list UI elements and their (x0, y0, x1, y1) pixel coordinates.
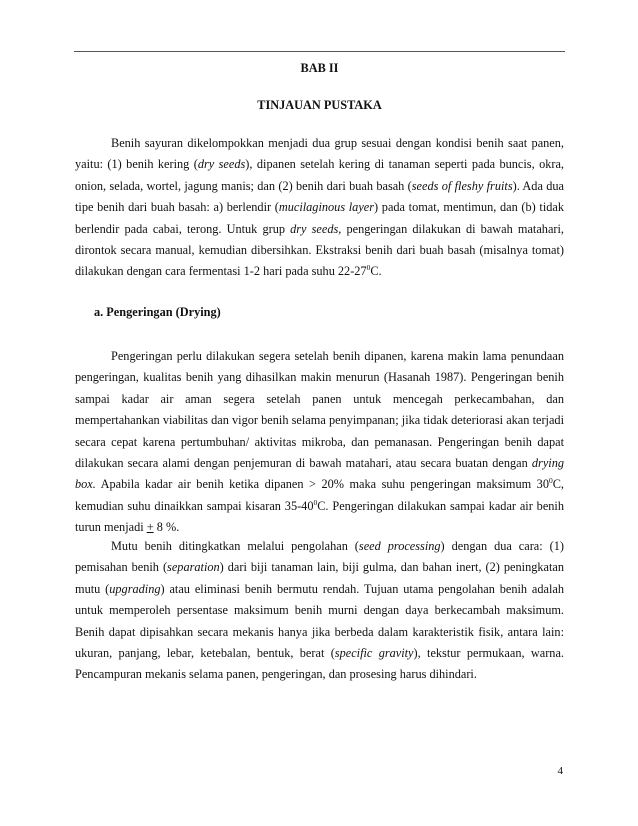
text-run: Pengeringan perlu dilakukan segera setelah benih dipanen, karena makin lama penundaan pengeringan, kualitas benih yang dihasilkan makin menurun (Hasanah 1987). Pengeringan benih sampai kadar air aman segera setelah panen untuk mencegah perkecambahan, dan mempertahankan viabilitas dan vigor benih selama penyimpanan; jika tidak deteriorasi akan terjadi secara cepat karena pertumbuhan/ aktivitas mikroba, dan pemanasan. Pengeringan benih dapat dilakukan secara alami dengan penjemuran di bawah matahari, atau secara buatan dengan (75, 349, 564, 471)
chapter-title: TINJAUAN PUSTAKA (257, 98, 382, 112)
text-run: C, kemudian suhu dinaikkan sampai kisaran 35-40 (75, 477, 564, 513)
text-run: ) atau eliminasi benih bermutu rendah. Tujuan utama pengolahan benih adalah untuk memperoleh persentase maksimum benih murni dengan daya berkecambah maksimum. Benih dapat dipisahkan secara mekanis hanya jika berbeda dalam karakteristik fisik, antara lain: ukuran, panjang, lebar, ketebalan, bentuk, berat ( (75, 581, 564, 661)
text-run: 8 %. (153, 520, 180, 535)
page-number: 4 (557, 765, 563, 777)
text-run: Mutu benih ditingkatkan melalui pengolahan ( (111, 539, 359, 553)
text-run: ) dari biji tanaman lain, biji gulma, dan bahan inert, (2) peningkatan mutu ( (75, 560, 564, 596)
top-rule (74, 51, 565, 52)
superscript: 0 (548, 476, 553, 486)
text-run: ). Ada dua tipe benih dari buah basah: a) berlendir ( (75, 178, 564, 215)
italic-term: upgrading (109, 581, 161, 596)
paragraph-drying (75, 346, 564, 539)
underlined-symbol: + (146, 520, 154, 535)
paragraph-processing (75, 536, 564, 686)
paragraph-intro (75, 133, 564, 283)
chapter-number: BAB II (300, 61, 339, 75)
text-run: Apabila kadar air benih ketika dipanen > 20% maka suhu pengeringan maksimum 30 (95, 477, 549, 492)
italic-term: drying box. (75, 456, 564, 492)
italic-term: mucilaginous layer (278, 200, 375, 215)
text-run: ) pada tomat, mentimun, dan (b) tidak berlendir pada cabai, terong. Untuk grup (75, 200, 565, 236)
italic-term: seeds of fleshy fruits (411, 178, 513, 193)
text-run: Benih sayuran dikelompokkan menjadi dua grup sesuai dengan kondisi benih saat panen, yaitu: (1) benih kering ( (75, 136, 564, 172)
italic-term: seed processing (358, 539, 441, 553)
italic-term: specific gravity (334, 646, 414, 661)
text-run: ) dengan dua cara: (1) pemisahan benih ( (75, 539, 564, 575)
text-run: ), dipanen setelah kering di tanaman seperti pada buncis, okra, onion, selada, wortel, jagung manis; dan (2) benih dari buah basah ( (75, 157, 564, 193)
text-run: C. (370, 264, 382, 279)
italic-term: dry seeds (197, 157, 246, 172)
section-heading-drying: a. Pengeringan (Drying) (94, 305, 221, 319)
text-run: pengeringan dilakukan di bawah matahari, dirontok secara manual, kemudian dibersihkan. Ekstraksi benih dari buah basah (misalnya tomat) dilakukan dengan cara fermentasi 1-2 hari pada suhu 22-27 (75, 221, 564, 279)
text-run: ), tekstur permukaan, warna. Pencampuran mekanis selama panen, pengeringan, dan prosesing harus dihindari. (75, 646, 564, 682)
italic-term: separation (167, 560, 220, 575)
superscript: 0 (313, 497, 318, 507)
text-run: C. Pengeringan dilakukan sampai kadar air benih turun menjadi (75, 498, 564, 535)
superscript: 0 (366, 263, 371, 273)
italic-term: dry seeds, (290, 221, 342, 236)
